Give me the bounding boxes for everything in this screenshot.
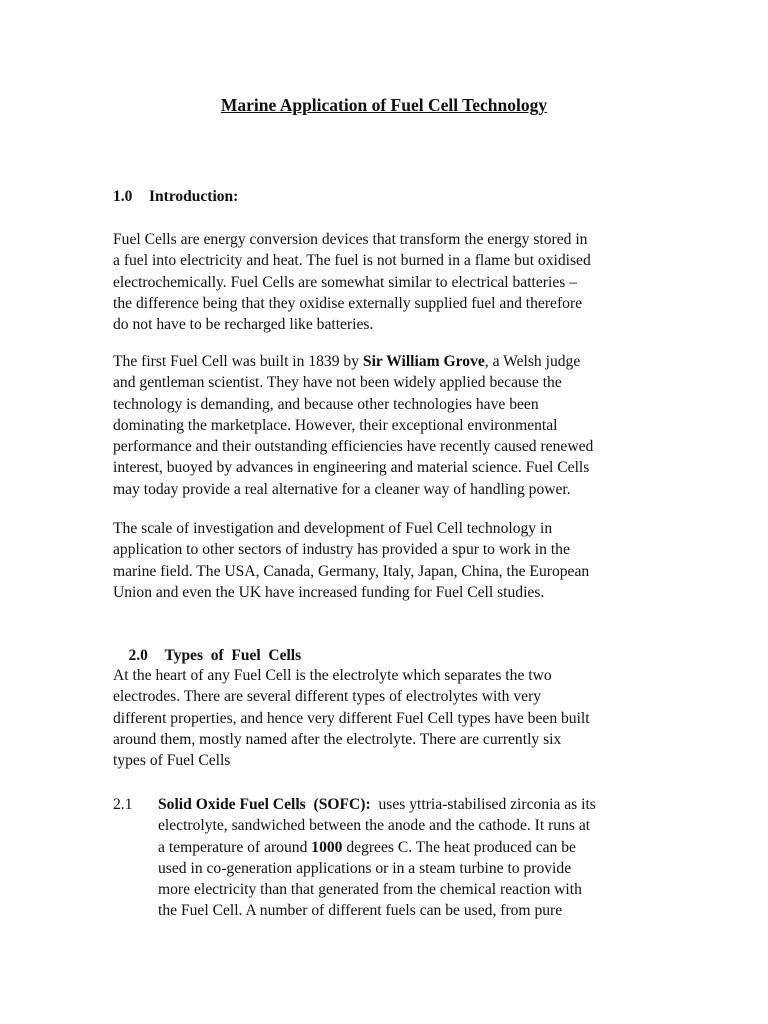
text-run: , a Welsh judge xyxy=(484,353,581,370)
text-line: electrochemically. Fuel Cells are somewhat similar to electrical batteries – xyxy=(113,273,578,291)
text-line: interest, buoyed by advances in engineering and material science. Fuel Cells xyxy=(113,459,590,477)
section-heading-introduction xyxy=(113,186,238,207)
text-line: may today provide a real alternative for a cleaner way of handling power. xyxy=(113,480,571,498)
text-line: electrolyte, sandwiched between the anode and the cathode. It runs at xyxy=(158,817,591,835)
intro-paragraph-1 xyxy=(113,229,658,335)
types-paragraph xyxy=(113,665,658,771)
text-line: do not have to be recharged like batteries. xyxy=(113,316,374,334)
section-title: Types of Fuel Cells xyxy=(164,647,302,664)
section-number: 1.0 xyxy=(113,188,133,205)
text-line: performance and their outstanding efficiencies have recently caused renewed xyxy=(113,438,594,456)
subsection-body xyxy=(158,794,668,922)
intro-paragraph-2 xyxy=(113,351,658,500)
text-line: application to other sectors of industry has provided a spur to work in the xyxy=(113,541,570,559)
text-line: the difference being that they oxidise externally supplied fuel and therefore xyxy=(113,294,583,312)
text-line: The scale of investigation and development of Fuel Cell technology in xyxy=(113,520,553,537)
document-title: Marine Application of Fuel Cell Technology xyxy=(220,95,548,115)
text-line xyxy=(113,351,658,372)
person-name: Sir William Grove xyxy=(362,353,485,370)
text-line: the Fuel Cell. A number of different fuels can be used, from pure xyxy=(158,902,563,920)
text-line: dominating the marketplace. However, their exceptional environmental xyxy=(113,416,558,434)
text-line: different properties, and hence very different Fuel Cell types have been built xyxy=(113,709,590,727)
text-line: technology is demanding, and because other technologies have been xyxy=(113,395,539,413)
text-line: Union and even the UK have increased funding for Fuel Cell studies. xyxy=(113,583,545,601)
text-run: degrees C. The heat produced can be xyxy=(342,838,576,856)
section-number: 2.0 xyxy=(128,647,148,664)
text-line: a fuel into electricity and heat. The fuel is not burned in a flame but oxidised xyxy=(113,252,591,270)
text-line: more electricity than that generated from the chemical reaction with xyxy=(158,881,582,899)
text-line: electrodes. There are several different types of electrolytes with very xyxy=(113,688,542,706)
text-line: At the heart of any Fuel Cell is the electrolyte which separates the two xyxy=(113,667,552,684)
section-title: Introduction: xyxy=(149,188,239,205)
text-line: Fuel Cells are energy conversion devices that transform the energy stored in xyxy=(113,231,588,248)
subsection-title: Solid Oxide Fuel Cells (SOFC): xyxy=(158,796,371,813)
intro-paragraph-3 xyxy=(113,518,658,603)
text-run: uses yttria-stabilised zirconia as its xyxy=(370,796,596,813)
text-line xyxy=(158,794,668,815)
text-line: marine field. The USA, Canada, Germany, Italy, Japan, China, the European xyxy=(113,562,590,580)
text-run: The first Fuel Cell was built in 1839 by xyxy=(113,353,363,370)
temperature-value: 1000 xyxy=(311,838,343,856)
subsection-number: 2.1 xyxy=(113,796,133,813)
text-line: and gentleman scientist. They have not been widely applied because the xyxy=(113,374,562,392)
text-run: a temperature of around xyxy=(158,838,312,856)
text-line: around them, mostly named after the electrolyte. There are currently six xyxy=(113,730,562,748)
text-line: types of Fuel Cells xyxy=(113,752,231,770)
text-line xyxy=(158,837,668,858)
text-line: used in co-generation applications or in a steam turbine to provide xyxy=(158,859,572,877)
